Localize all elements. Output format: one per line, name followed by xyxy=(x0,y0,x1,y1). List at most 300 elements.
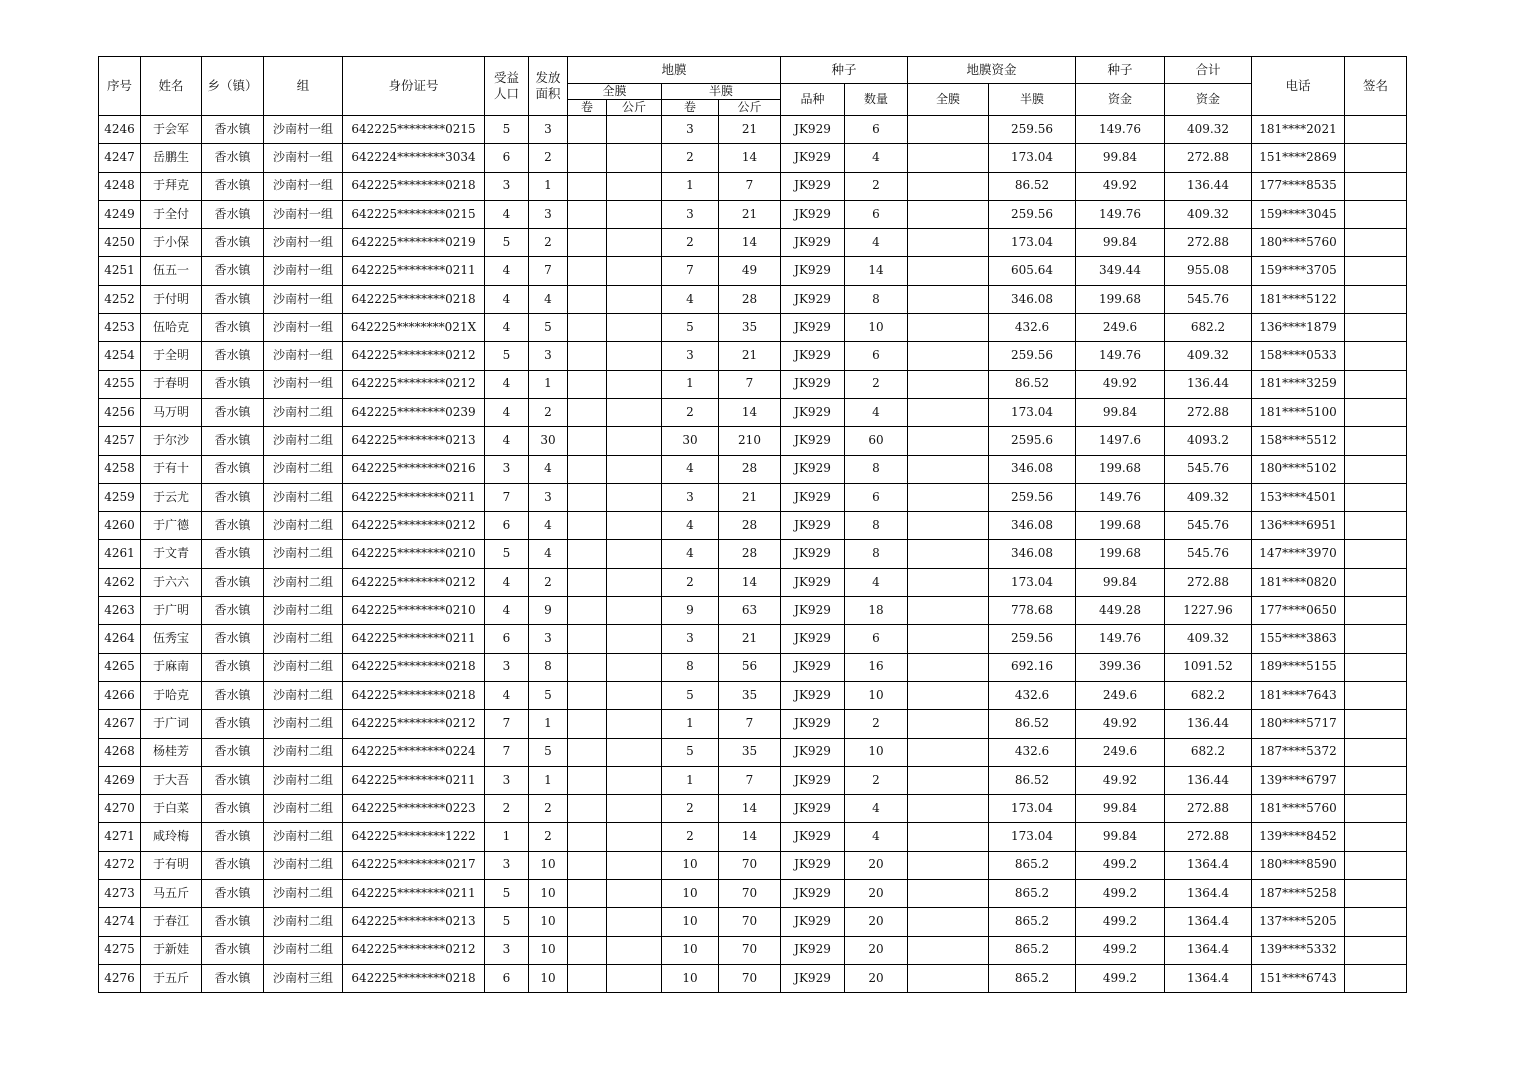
cell-phone: 147****3970 xyxy=(1252,540,1345,568)
cell-full-fund xyxy=(908,908,989,936)
cell-seq: 4271 xyxy=(99,823,141,851)
cell-seq: 4259 xyxy=(99,483,141,511)
cell-total-fund: 136.44 xyxy=(1165,766,1252,794)
cell-group: 沙南村二组 xyxy=(264,455,343,483)
cell-seed-fund: 149.76 xyxy=(1076,200,1165,228)
cell-id: 642225********0213 xyxy=(343,908,485,936)
cell-town: 香水镇 xyxy=(202,200,264,228)
header-area: 发放面积 xyxy=(529,57,568,116)
cell-town: 香水镇 xyxy=(202,568,264,596)
cell-half-roll: 4 xyxy=(662,512,719,540)
cell-population: 7 xyxy=(485,710,529,738)
cell-quantity: 8 xyxy=(845,285,908,313)
cell-sign xyxy=(1345,710,1407,738)
cell-full-fund xyxy=(908,851,989,879)
cell-sign xyxy=(1345,880,1407,908)
cell-half-fund: 692.16 xyxy=(989,653,1076,681)
cell-area: 7 xyxy=(529,257,568,285)
cell-variety: JK929 xyxy=(781,964,845,992)
cell-area: 4 xyxy=(529,455,568,483)
table-row xyxy=(99,681,1407,709)
cell-total-fund: 4093.2 xyxy=(1165,427,1252,455)
table-row xyxy=(99,738,1407,766)
cell-seed-fund: 199.68 xyxy=(1076,512,1165,540)
cell-quantity: 20 xyxy=(845,964,908,992)
cell-full-roll xyxy=(568,483,607,511)
cell-seed-fund: 499.2 xyxy=(1076,908,1165,936)
cell-half-kg: 35 xyxy=(719,314,781,342)
cell-full-fund xyxy=(908,116,989,144)
cell-total-fund: 1364.4 xyxy=(1165,880,1252,908)
cell-town: 香水镇 xyxy=(202,964,264,992)
cell-total-fund: 682.2 xyxy=(1165,314,1252,342)
cell-full-kg xyxy=(607,795,662,823)
header-quantity: 数量 xyxy=(845,84,908,116)
cell-half-roll: 5 xyxy=(662,738,719,766)
cell-half-roll: 5 xyxy=(662,681,719,709)
cell-name: 于哈克 xyxy=(141,681,202,709)
cell-area: 5 xyxy=(529,738,568,766)
cell-group: 沙南村二组 xyxy=(264,398,343,426)
cell-full-fund xyxy=(908,681,989,709)
cell-group: 沙南村一组 xyxy=(264,370,343,398)
cell-full-kg xyxy=(607,681,662,709)
table-row xyxy=(99,936,1407,964)
cell-full-roll xyxy=(568,370,607,398)
header-id: 身份证号 xyxy=(343,57,485,116)
cell-name: 于小保 xyxy=(141,229,202,257)
cell-phone: 151****2869 xyxy=(1252,144,1345,172)
header-population: 受益人口 xyxy=(485,57,529,116)
cell-group: 沙南村一组 xyxy=(264,314,343,342)
cell-variety: JK929 xyxy=(781,314,845,342)
cell-area: 2 xyxy=(529,398,568,426)
cell-population: 5 xyxy=(485,880,529,908)
cell-name: 于全明 xyxy=(141,342,202,370)
cell-seq: 4254 xyxy=(99,342,141,370)
cell-variety: JK929 xyxy=(781,285,845,313)
cell-variety: JK929 xyxy=(781,427,845,455)
cell-area: 10 xyxy=(529,964,568,992)
table-row xyxy=(99,880,1407,908)
cell-group: 沙南村一组 xyxy=(264,116,343,144)
cell-full-roll xyxy=(568,964,607,992)
header-seq: 序号 xyxy=(99,57,141,116)
cell-half-kg: 14 xyxy=(719,823,781,851)
cell-quantity: 2 xyxy=(845,172,908,200)
cell-full-fund xyxy=(908,370,989,398)
cell-group: 沙南村二组 xyxy=(264,823,343,851)
cell-area: 3 xyxy=(529,625,568,653)
cell-full-fund xyxy=(908,766,989,794)
cell-half-fund: 346.08 xyxy=(989,455,1076,483)
cell-town: 香水镇 xyxy=(202,370,264,398)
cell-sign xyxy=(1345,200,1407,228)
cell-variety: JK929 xyxy=(781,681,845,709)
cell-population: 6 xyxy=(485,512,529,540)
header-seed-top: 种子 xyxy=(1076,57,1165,84)
cell-name: 马五斤 xyxy=(141,880,202,908)
cell-half-roll: 10 xyxy=(662,908,719,936)
cell-full-roll xyxy=(568,427,607,455)
cell-full-roll xyxy=(568,597,607,625)
cell-name: 于五斤 xyxy=(141,964,202,992)
cell-full-kg xyxy=(607,512,662,540)
cell-half-kg: 28 xyxy=(719,455,781,483)
cell-id: 642225********0210 xyxy=(343,597,485,625)
cell-town: 香水镇 xyxy=(202,116,264,144)
cell-half-kg: 14 xyxy=(719,795,781,823)
cell-seq: 4249 xyxy=(99,200,141,228)
cell-total-fund: 272.88 xyxy=(1165,568,1252,596)
cell-quantity: 2 xyxy=(845,766,908,794)
cell-variety: JK929 xyxy=(781,908,845,936)
cell-half-fund: 865.2 xyxy=(989,908,1076,936)
cell-population: 4 xyxy=(485,597,529,625)
header-film: 地膜 xyxy=(568,57,781,84)
cell-phone: 158****5512 xyxy=(1252,427,1345,455)
cell-full-roll xyxy=(568,116,607,144)
cell-total-fund: 682.2 xyxy=(1165,738,1252,766)
cell-sign xyxy=(1345,342,1407,370)
cell-total-fund: 272.88 xyxy=(1165,398,1252,426)
cell-sign xyxy=(1345,116,1407,144)
cell-name: 于会军 xyxy=(141,116,202,144)
cell-half-fund: 173.04 xyxy=(989,568,1076,596)
cell-seed-fund: 99.84 xyxy=(1076,795,1165,823)
cell-half-roll: 10 xyxy=(662,851,719,879)
cell-seed-fund: 499.2 xyxy=(1076,851,1165,879)
header-full-fund: 全膜 xyxy=(908,84,989,116)
header-total-fund: 资金 xyxy=(1165,84,1252,116)
cell-area: 10 xyxy=(529,908,568,936)
cell-sign xyxy=(1345,597,1407,625)
cell-area: 2 xyxy=(529,795,568,823)
cell-variety: JK929 xyxy=(781,766,845,794)
cell-full-fund xyxy=(908,597,989,625)
cell-total-fund: 545.76 xyxy=(1165,455,1252,483)
cell-variety: JK929 xyxy=(781,540,845,568)
cell-half-roll: 2 xyxy=(662,229,719,257)
cell-full-fund xyxy=(908,200,989,228)
table-row xyxy=(99,653,1407,681)
cell-seq: 4251 xyxy=(99,257,141,285)
cell-seq: 4250 xyxy=(99,229,141,257)
table-row xyxy=(99,342,1407,370)
cell-seed-fund: 149.76 xyxy=(1076,483,1165,511)
cell-full-kg xyxy=(607,880,662,908)
cell-half-fund: 259.56 xyxy=(989,116,1076,144)
cell-phone: 136****6951 xyxy=(1252,512,1345,540)
cell-phone: 137****5205 xyxy=(1252,908,1345,936)
table-row xyxy=(99,455,1407,483)
header-half-fund: 半膜 xyxy=(989,84,1076,116)
cell-full-kg xyxy=(607,710,662,738)
cell-total-fund: 409.32 xyxy=(1165,342,1252,370)
cell-town: 香水镇 xyxy=(202,427,264,455)
cell-sign xyxy=(1345,653,1407,681)
cell-seed-fund: 499.2 xyxy=(1076,964,1165,992)
cell-quantity: 6 xyxy=(845,200,908,228)
cell-area: 2 xyxy=(529,229,568,257)
table-row xyxy=(99,597,1407,625)
cell-population: 4 xyxy=(485,314,529,342)
cell-area: 1 xyxy=(529,710,568,738)
cell-population: 3 xyxy=(485,653,529,681)
cell-area: 1 xyxy=(529,766,568,794)
cell-total-fund: 1227.96 xyxy=(1165,597,1252,625)
cell-half-fund: 86.52 xyxy=(989,766,1076,794)
cell-population: 5 xyxy=(485,342,529,370)
cell-sign xyxy=(1345,766,1407,794)
cell-total-fund: 409.32 xyxy=(1165,116,1252,144)
cell-full-roll xyxy=(568,229,607,257)
cell-half-fund: 346.08 xyxy=(989,512,1076,540)
cell-half-roll: 8 xyxy=(662,653,719,681)
cell-total-fund: 955.08 xyxy=(1165,257,1252,285)
cell-sign xyxy=(1345,370,1407,398)
cell-full-fund xyxy=(908,398,989,426)
cell-group: 沙南村二组 xyxy=(264,427,343,455)
cell-variety: JK929 xyxy=(781,370,845,398)
cell-town: 香水镇 xyxy=(202,257,264,285)
cell-name: 于广明 xyxy=(141,597,202,625)
cell-name: 岳鹏生 xyxy=(141,144,202,172)
cell-half-fund: 778.68 xyxy=(989,597,1076,625)
cell-full-kg xyxy=(607,964,662,992)
table-row xyxy=(99,795,1407,823)
table-row xyxy=(99,512,1407,540)
cell-area: 2 xyxy=(529,568,568,596)
cell-half-kg: 56 xyxy=(719,653,781,681)
cell-variety: JK929 xyxy=(781,512,845,540)
cell-town: 香水镇 xyxy=(202,597,264,625)
cell-total-fund: 545.76 xyxy=(1165,512,1252,540)
cell-town: 香水镇 xyxy=(202,512,264,540)
cell-half-fund: 432.6 xyxy=(989,738,1076,766)
cell-full-fund xyxy=(908,314,989,342)
cell-full-roll xyxy=(568,285,607,313)
cell-group: 沙南村二组 xyxy=(264,936,343,964)
cell-seed-fund: 99.84 xyxy=(1076,144,1165,172)
table-row xyxy=(99,144,1407,172)
cell-seed-fund: 99.84 xyxy=(1076,568,1165,596)
cell-half-roll: 3 xyxy=(662,342,719,370)
cell-seed-fund: 1497.6 xyxy=(1076,427,1165,455)
table-header xyxy=(99,57,1407,116)
cell-half-kg: 14 xyxy=(719,144,781,172)
cell-full-roll xyxy=(568,625,607,653)
cell-full-roll xyxy=(568,823,607,851)
cell-variety: JK929 xyxy=(781,229,845,257)
cell-half-kg: 7 xyxy=(719,766,781,794)
cell-area: 10 xyxy=(529,880,568,908)
cell-name: 伍秀宝 xyxy=(141,625,202,653)
cell-seed-fund: 99.84 xyxy=(1076,229,1165,257)
cell-quantity: 10 xyxy=(845,681,908,709)
cell-sign xyxy=(1345,738,1407,766)
cell-full-fund xyxy=(908,229,989,257)
cell-group: 沙南村二组 xyxy=(264,681,343,709)
cell-seed-fund: 249.6 xyxy=(1076,738,1165,766)
cell-half-fund: 865.2 xyxy=(989,964,1076,992)
cell-variety: JK929 xyxy=(781,200,845,228)
cell-full-kg xyxy=(607,597,662,625)
cell-half-roll: 1 xyxy=(662,370,719,398)
cell-full-roll xyxy=(568,257,607,285)
cell-phone: 181****3259 xyxy=(1252,370,1345,398)
cell-population: 6 xyxy=(485,144,529,172)
cell-town: 香水镇 xyxy=(202,766,264,794)
cell-town: 香水镇 xyxy=(202,710,264,738)
header-full-film: 全膜 xyxy=(568,84,662,100)
cell-sign xyxy=(1345,314,1407,342)
cell-name: 于春江 xyxy=(141,908,202,936)
cell-population: 4 xyxy=(485,285,529,313)
cell-phone: 159****3045 xyxy=(1252,200,1345,228)
cell-name: 于六六 xyxy=(141,568,202,596)
cell-full-fund xyxy=(908,625,989,653)
header-name: 姓名 xyxy=(141,57,202,116)
cell-quantity: 6 xyxy=(845,342,908,370)
cell-half-roll: 3 xyxy=(662,483,719,511)
cell-seq: 4248 xyxy=(99,172,141,200)
cell-phone: 181****2021 xyxy=(1252,116,1345,144)
cell-phone: 181****7643 xyxy=(1252,681,1345,709)
cell-sign xyxy=(1345,257,1407,285)
cell-variety: JK929 xyxy=(781,455,845,483)
cell-half-roll: 2 xyxy=(662,144,719,172)
cell-seq: 4268 xyxy=(99,738,141,766)
cell-phone: 151****6743 xyxy=(1252,964,1345,992)
cell-id: 642225********0217 xyxy=(343,851,485,879)
cell-seed-fund: 149.76 xyxy=(1076,342,1165,370)
cell-seq: 4272 xyxy=(99,851,141,879)
cell-population: 1 xyxy=(485,823,529,851)
cell-half-roll: 4 xyxy=(662,285,719,313)
cell-full-kg xyxy=(607,285,662,313)
cell-phone: 139****5332 xyxy=(1252,936,1345,964)
cell-total-fund: 136.44 xyxy=(1165,172,1252,200)
cell-phone: 159****3705 xyxy=(1252,257,1345,285)
cell-total-fund: 272.88 xyxy=(1165,823,1252,851)
cell-variety: JK929 xyxy=(781,342,845,370)
cell-full-roll xyxy=(568,568,607,596)
cell-quantity: 6 xyxy=(845,116,908,144)
cell-variety: JK929 xyxy=(781,653,845,681)
cell-full-kg xyxy=(607,738,662,766)
cell-total-fund: 1091.52 xyxy=(1165,653,1252,681)
cell-half-kg: 63 xyxy=(719,597,781,625)
cell-seed-fund: 149.76 xyxy=(1076,625,1165,653)
cell-seq: 4261 xyxy=(99,540,141,568)
cell-total-fund: 409.32 xyxy=(1165,200,1252,228)
cell-half-fund: 259.56 xyxy=(989,483,1076,511)
cell-group: 沙南村二组 xyxy=(264,766,343,794)
cell-total-fund: 409.32 xyxy=(1165,625,1252,653)
cell-full-kg xyxy=(607,851,662,879)
cell-sign xyxy=(1345,540,1407,568)
cell-id: 642225********0212 xyxy=(343,342,485,370)
cell-half-kg: 7 xyxy=(719,370,781,398)
cell-half-fund: 865.2 xyxy=(989,936,1076,964)
cell-full-kg xyxy=(607,200,662,228)
table-row xyxy=(99,710,1407,738)
cell-id: 642225********0211 xyxy=(343,625,485,653)
cell-half-roll: 2 xyxy=(662,823,719,851)
cell-total-fund: 545.76 xyxy=(1165,285,1252,313)
cell-variety: JK929 xyxy=(781,823,845,851)
cell-half-fund: 173.04 xyxy=(989,823,1076,851)
cell-id: 642225********0212 xyxy=(343,512,485,540)
cell-area: 5 xyxy=(529,681,568,709)
cell-full-kg xyxy=(607,455,662,483)
cell-variety: JK929 xyxy=(781,568,845,596)
cell-half-roll: 1 xyxy=(662,710,719,738)
cell-name: 伍五一 xyxy=(141,257,202,285)
cell-id: 642225********0218 xyxy=(343,172,485,200)
cell-phone: 177****8535 xyxy=(1252,172,1345,200)
cell-full-fund xyxy=(908,823,989,851)
cell-group: 沙南村二组 xyxy=(264,540,343,568)
cell-population: 7 xyxy=(485,483,529,511)
cell-population: 3 xyxy=(485,455,529,483)
cell-sign xyxy=(1345,851,1407,879)
header-sign: 签名 xyxy=(1345,57,1407,116)
cell-town: 香水镇 xyxy=(202,851,264,879)
cell-phone: 180****5102 xyxy=(1252,455,1345,483)
cell-name: 马万明 xyxy=(141,398,202,426)
cell-seq: 4275 xyxy=(99,936,141,964)
cell-population: 7 xyxy=(485,738,529,766)
cell-town: 香水镇 xyxy=(202,455,264,483)
cell-sign xyxy=(1345,455,1407,483)
cell-variety: JK929 xyxy=(781,597,845,625)
cell-area: 2 xyxy=(529,144,568,172)
cell-population: 5 xyxy=(485,229,529,257)
cell-phone: 139****6797 xyxy=(1252,766,1345,794)
cell-sign xyxy=(1345,483,1407,511)
cell-variety: JK929 xyxy=(781,851,845,879)
cell-seq: 4276 xyxy=(99,964,141,992)
cell-quantity: 8 xyxy=(845,540,908,568)
cell-half-roll: 2 xyxy=(662,568,719,596)
cell-id: 642225********0212 xyxy=(343,568,485,596)
cell-full-kg xyxy=(607,427,662,455)
header-town: 乡（镇） xyxy=(202,57,264,116)
cell-half-kg: 28 xyxy=(719,540,781,568)
cell-town: 香水镇 xyxy=(202,795,264,823)
header-total-top: 合计 xyxy=(1165,57,1252,84)
cell-half-roll: 5 xyxy=(662,314,719,342)
cell-half-roll: 3 xyxy=(662,200,719,228)
cell-total-fund: 545.76 xyxy=(1165,540,1252,568)
cell-group: 沙南村二组 xyxy=(264,653,343,681)
cell-area: 8 xyxy=(529,653,568,681)
cell-seq: 4246 xyxy=(99,116,141,144)
cell-seed-fund: 249.6 xyxy=(1076,314,1165,342)
cell-full-kg xyxy=(607,144,662,172)
cell-half-kg: 21 xyxy=(719,116,781,144)
cell-variety: JK929 xyxy=(781,483,845,511)
cell-id: 642225********0211 xyxy=(343,880,485,908)
cell-variety: JK929 xyxy=(781,795,845,823)
cell-id: 642225********1222 xyxy=(343,823,485,851)
cell-half-fund: 259.56 xyxy=(989,200,1076,228)
cell-sign xyxy=(1345,908,1407,936)
cell-full-roll xyxy=(568,738,607,766)
cell-half-roll: 9 xyxy=(662,597,719,625)
